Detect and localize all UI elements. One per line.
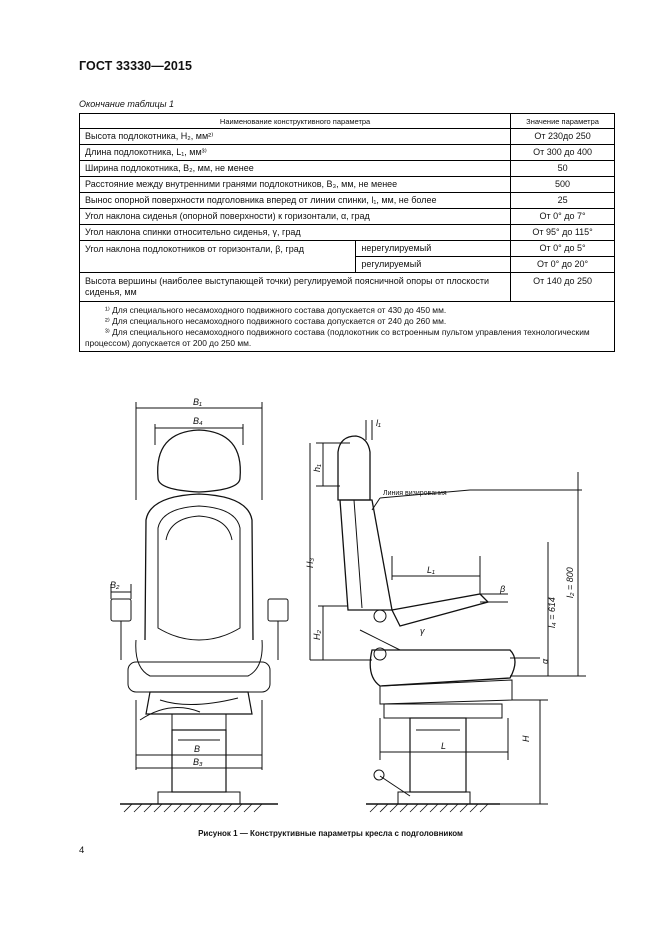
value-cell: От 95° до 115° [511,225,615,241]
value-cell: От 300 до 400 [511,145,615,161]
document-header: ГОСТ 33330—2015 [79,59,193,73]
table-row [80,145,615,161]
page-number: 4 [79,845,85,856]
value-cell: 25 [511,193,615,209]
param-cell: Угол наклона сиденья (опорной поверхности) к горизонтали, α, град [80,209,511,225]
label-l1: l₁ [376,418,381,428]
label-beta: β [500,584,506,594]
label-gamma: γ [420,626,425,636]
param-cell: Высота подлокотника, H₂, мм²⁾ [80,129,511,145]
table-row [80,273,615,302]
value-cell: От 0° до 20° [511,257,615,273]
table-row [80,129,615,145]
param-cell: Расстояние между внутренними гранями подлокотников, B₃, мм, не менее [80,177,511,193]
label-B4: B₄ [193,416,203,426]
table-row [80,177,615,193]
value-cell: От 230до 250 [511,129,615,145]
label-l2: l₂ = 800 [565,567,575,598]
subparam-cell: регулируемый [356,257,511,273]
table-row [80,161,615,177]
label-h1: h₁ [312,464,322,472]
table-row [80,241,615,257]
column-header-value: Значение параметра [511,114,615,129]
label-B3: B₃ [193,757,203,767]
label-L1: L₁ [427,565,435,575]
label-B: B [194,744,201,754]
value-cell: От 0° до 5° [511,241,615,257]
footnote-1: ¹⁾ Для специального несамоходного подвижного состава допускается от 430 до 450 мм. [105,305,447,315]
label-H3: H₃ [305,557,315,568]
label-l4: l₄ = 614 [547,597,557,628]
figure-caption: Рисунок 1 — Конструктивные параметры кресла с подголовником [198,829,463,838]
table-notes-row [80,302,615,352]
label-B1: B₁ [193,397,202,407]
table-caption: Окончание таблицы 1 [79,99,174,109]
param-cell: Ширина подлокотника, B₂, мм, не менее [80,161,511,177]
value-cell: От 140 до 250 [511,273,615,302]
footnote-3: ³⁾ Для специального несамоходного подвижного состава (подлокотник со встроенным пультом управления технологическим процессом) допускается от 200 до 250 мм. [85,327,590,348]
subparam-cell: нерегулируемый [356,241,511,257]
parameters-table [79,113,615,352]
label-L: L [441,741,447,751]
value-cell: 500 [511,177,615,193]
seat-figure [0,390,661,830]
param-cell: Угол наклона подлокотников от горизонтали, β, град [80,241,356,273]
footnote-2: ²⁾ Для специального несамоходного подвижного состава допускается от 240 до 260 мм. [105,316,447,326]
param-cell: Высота вершины (наиболее выступающей точки) регулируемой поясничной опоры от плоскости сиденья, мм [80,273,511,302]
value-cell: От 0° до 7° [511,209,615,225]
value-cell: 50 [511,161,615,177]
param-cell: Угол наклона спинки относительно сиденья, γ, град [80,225,511,241]
label-H: H [521,735,531,742]
table-notes [80,302,615,352]
label-sight-line: Линия визирования [383,490,447,497]
table-row [80,193,615,209]
table-row [80,209,615,225]
label-B2: B₂ [110,580,120,590]
label-alpha: α [540,658,550,664]
param-cell: Длина подлокотника, L₁, мм³⁾ [80,145,511,161]
column-header-parameter: Наименование конструктивного параметра [80,114,511,129]
param-cell: Вынос опорной поверхности подголовника вперед от линии спинки, l₁, мм, не более [80,193,511,209]
label-H2: H₂ [312,630,322,640]
table-row [80,225,615,241]
